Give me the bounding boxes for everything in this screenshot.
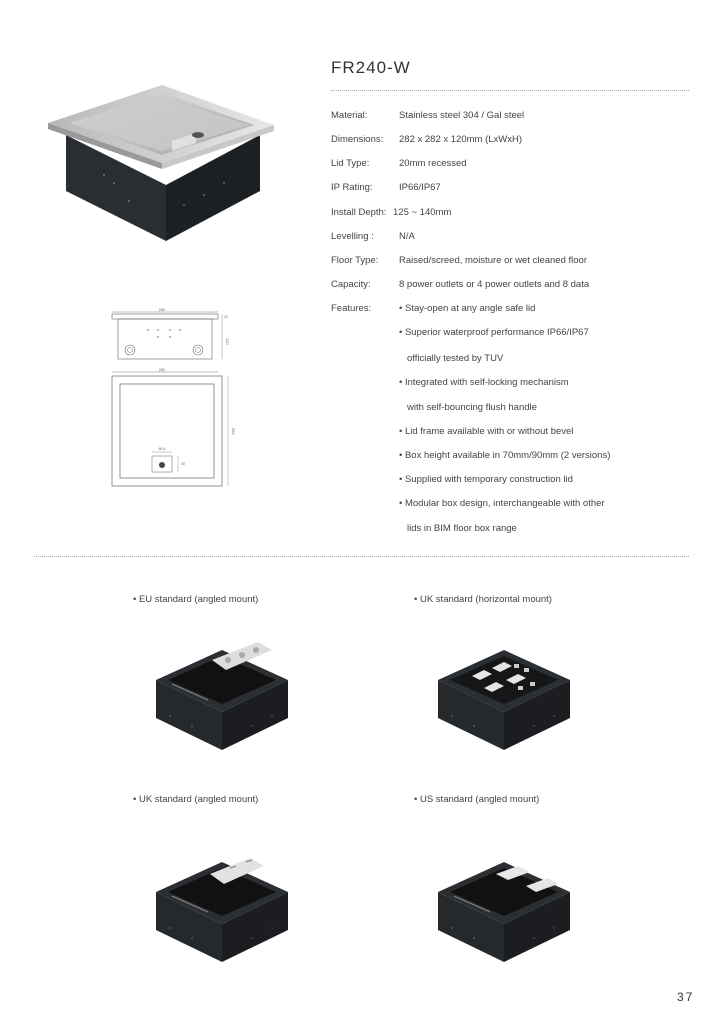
spec-label: Floor Type: (331, 255, 379, 266)
variant-caption-us-angled: • US standard (angled mount) (414, 794, 540, 805)
us-angled-box-photo (434, 852, 574, 964)
plan-width-dim: 282 (158, 367, 166, 372)
side-height-dim: 120 (225, 338, 230, 345)
technical-drawing (106, 308, 236, 490)
feature-line: • Integrated with self-locking mechanism (399, 377, 569, 388)
feature-line: officially tested by TUV (407, 353, 504, 364)
spec-label: Install Depth: (331, 207, 387, 218)
feature-line: • Supplied with temporary construction lid (399, 474, 573, 485)
page-number: 37 (677, 990, 695, 1004)
floor-box-photo (44, 85, 276, 245)
feature-line: • Stay-open at any angle safe lid (399, 303, 536, 314)
variant-caption-uk-angled: • UK standard (angled mount) (133, 794, 259, 805)
section-divider (34, 556, 689, 557)
handle-width-dim: 60.4 (158, 447, 166, 451)
side-lip-dim: 20 (224, 315, 228, 319)
spec-value: 125 ~ 140mm (393, 207, 452, 218)
side-width-dim: 282 (158, 308, 166, 312)
feature-line: with self-bouncing flush handle (407, 402, 537, 413)
title-divider (331, 90, 689, 91)
eu-angled-box-photo (152, 640, 292, 752)
variant-caption-uk-horizontal: • UK standard (horizontal mount) (414, 594, 552, 605)
spec-label: Dimensions: (331, 134, 384, 145)
spec-label: IP Rating: (331, 182, 373, 193)
spec-value: Stainless steel 304 / Gal steel (399, 110, 525, 121)
uk-angled-box-photo (152, 852, 292, 964)
spec-value: N/A (399, 231, 415, 242)
variant-caption-eu-angled: • EU standard (angled mount) (133, 594, 259, 605)
spec-value: Raised/screed, moisture or wet cleaned floor (399, 255, 587, 266)
spec-label: Material: (331, 110, 368, 121)
feature-line: • Lid frame available with or without bevel (399, 426, 574, 437)
uk-horizontal-box-photo (434, 640, 574, 752)
spec-value: 8 power outlets or 4 power outlets and 8 data (399, 279, 590, 290)
feature-line: • Modular box design, interchangeable with other (399, 498, 605, 509)
spec-value: IP66/IP67 (399, 182, 441, 193)
spec-label: Levelling : (331, 231, 374, 242)
handle-height-dim: 30 (181, 462, 185, 466)
spec-label: Lid Type: (331, 158, 370, 169)
feature-line: • Box height available in 70mm/90mm (2 versions) (399, 450, 611, 461)
spec-value: 282 x 282 x 120mm (LxWxH) (399, 134, 523, 145)
spec-value: 20mm recessed (399, 158, 467, 169)
product-title: FR240-W (331, 58, 411, 77)
plan-height-dim: 282 (231, 428, 236, 435)
spec-label: Capacity: (331, 279, 371, 290)
features-label: Features: (331, 303, 372, 314)
feature-line: lids in BIM floor box range (407, 523, 517, 534)
feature-line: • Superior waterproof performance IP66/IP67 (399, 327, 589, 338)
